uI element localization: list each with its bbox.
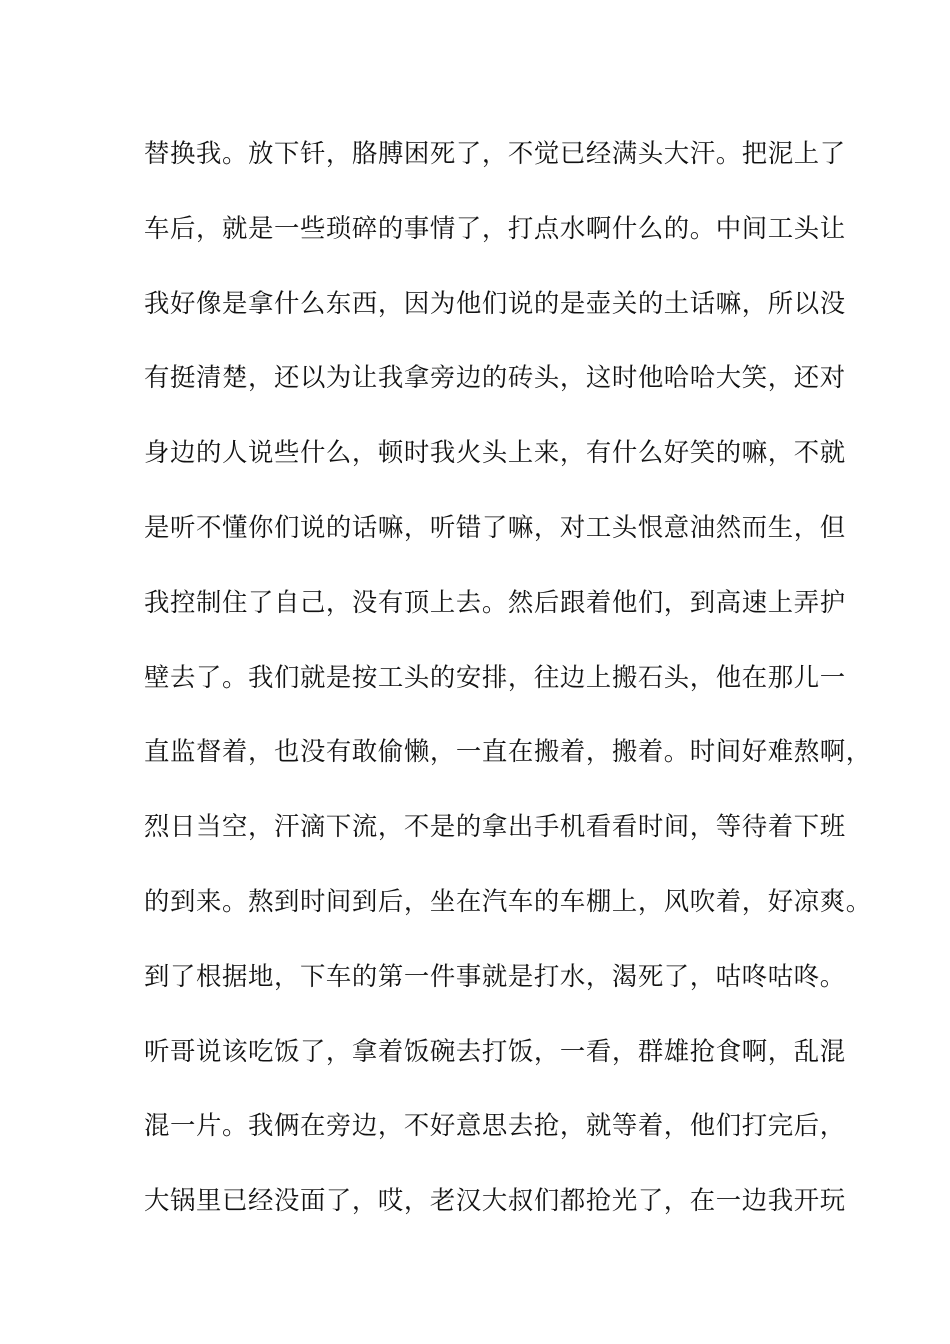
text-line-15: 大锅里已经没面了，哎，老汉大叔们都抢光了，在一边我开玩 [144, 1185, 846, 1216]
text-line-3: 我好像是拿什么东西，因为他们说的是壶关的土话嘛，所以没 [144, 287, 846, 318]
text-line-11: 的到来。熬到时间到后，坐在汽车的车棚上，风吹着，好凉爽。 [144, 885, 872, 916]
text-line-14: 混一片。我俩在旁边，不好意思去抢，就等着，他们打完后， [144, 1110, 846, 1141]
text-line-9: 直监督着，也没有敢偷懒，一直在搬着，搬着。时间好难熬啊， [144, 736, 872, 767]
text-line-13: 听哥说该吃饭了，拿着饭碗去打饭，一看，群雄抢食啊，乱混 [144, 1035, 846, 1066]
text-line-2: 车后，就是一些琐碎的事情了，打点水啊什么的。中间工头让 [144, 212, 846, 243]
body-text [144, 133, 872, 1255]
text-line-6: 是听不懂你们说的话嘛，听错了嘛，对工头恨意油然而生，但 [144, 511, 846, 542]
text-line-12: 到了根据地，下车的第一件事就是打水，渴死了，咕咚咕咚。 [144, 960, 846, 991]
text-line-4: 有挺清楚，还以为让我拿旁边的砖头，这时他哈哈大笑，还对 [144, 362, 846, 393]
text-line-10: 烈日当空，汗滴下流，不是的拿出手机看看时间，等待着下班 [144, 811, 846, 842]
text-line-8: 壁去了。我们就是按工头的安排，往边上搬石头，他在那儿一 [144, 661, 846, 692]
text-line-1: 替换我。放下钎，胳膊困死了，不觉已经满头大汗。把泥上了 [144, 138, 846, 168]
text-line-7: 我控制住了自己，没有顶上去。然后跟着他们，到高速上弄护 [144, 586, 846, 617]
text-line-5: 身边的人说些什么，顿时我火头上来，有什么好笑的嘛，不就 [144, 437, 846, 468]
